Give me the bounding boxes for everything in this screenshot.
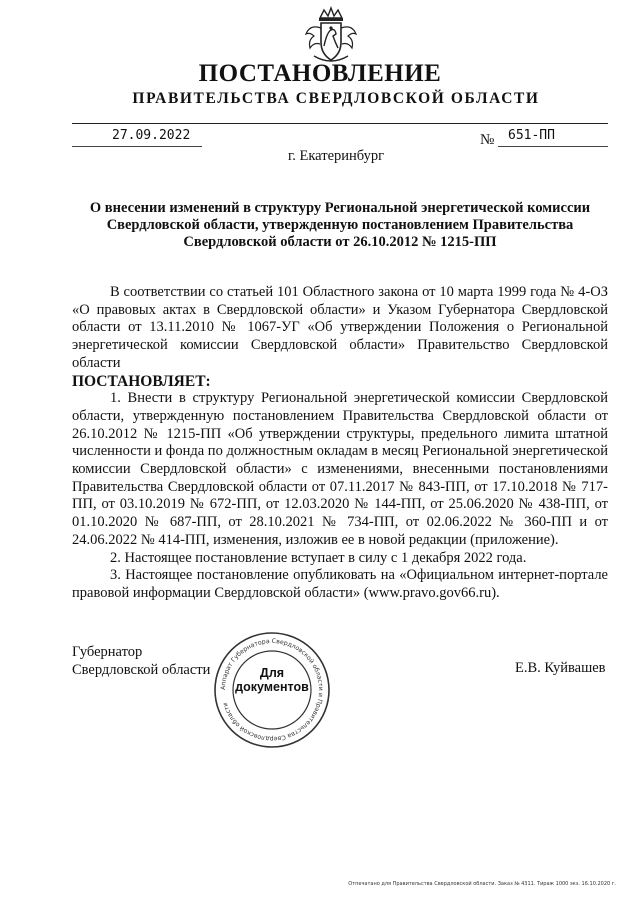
- print-footer: Отпечатано для Правительства Свердловской области. Заказ № 4311. Тираж 1000 экз. 16.10.2020 г.: [348, 881, 616, 887]
- seal-center-text: [228, 666, 316, 706]
- number-sign: №: [480, 132, 495, 148]
- document-date: 27.09.2022: [112, 128, 191, 143]
- item-3: 3. Настоящее постановление опубликовать на «Официальном интернет-портале правовой информации Свердловской области» (www.pravo.gov66.ru).: [72, 567, 608, 601]
- date-underline: [72, 146, 202, 147]
- header-divider: [72, 123, 608, 124]
- document-title: ПОСТАНОВЛЕНИЕ: [198, 60, 442, 87]
- document-subtitle: ПРАВИТЕЛЬСТВА СВЕРДЛОВСКОЙ ОБЛАСТИ: [132, 90, 540, 107]
- document-body: [72, 284, 608, 603]
- seal-center-line1: Для: [259, 666, 285, 680]
- seal-center-line2: документов: [235, 680, 309, 694]
- signatory-name: Е.В. Куйвашев: [515, 660, 606, 676]
- document-number: 651-ПП: [508, 128, 555, 143]
- document-heading: О внесении изменений в структуру Региональной энергетической комиссии Свердловской области, утвержденную постановлением Правительства Свердловской области от 26.10.2012 № 1215-ПП: [89, 200, 591, 250]
- document-city: г. Екатеринбург: [287, 148, 385, 164]
- signatory-position: [72, 644, 210, 679]
- signatory-position-line1: Губернатор: [72, 644, 143, 660]
- coat-of-arms-icon: [300, 6, 362, 66]
- item-1: 1. Внести в структуру Региональной энергетической комиссии Свердловской области, утвержденную постановлением Правительства Свердловской области от 26.10.2012 № 1215-ПП «Об утверждении структуры, предельного лимита штатной численности и фонда по должностным окладам в месяц Региональной энергетической комиссии Свердловской области» с изменениями, внесенными постановлениями Правительства Свердловской области от 07.11.2017 № 843-ПП, от 17.10.2018 № 717-ПП, от 03.10.2019 № 672-ПП, от 12.03.2020 № 144-ПП, от 25.06.2020 № 438-ПП, от 01.10.2020 № 687-ПП, от 28.10.2021 № 734-ПП, от 02.06.2022 № 360-ПП и от 24.06.2022 № 414-ПП, изменения, изложив ее в новой редакции (приложение).: [72, 390, 608, 548]
- signatory-position-line2: Свердловской области: [72, 661, 211, 678]
- item-2: 2. Настоящее постановление вступает в силу с 1 декабря 2022 года.: [110, 549, 527, 566]
- seal-ring-text: Аппарат Губернатора Свердловской области и Правительства Свердловской области: [219, 637, 325, 743]
- number-underline: [498, 146, 608, 147]
- decree-word: ПОСТАНОВЛЯЕТ:: [72, 372, 211, 390]
- preamble-paragraph: В соответствии со статьей 101 Областного закона от 10 марта 1999 года № 4-ОЗ «О правовых актах в Свердловской области» и Указом Губернатора Свердловской области от 13.11.2010 № 1067-УГ «Об утверждении Положения о Региональной энергетической комиссии Свердловской области» Правительство Свердловской области: [72, 284, 608, 371]
